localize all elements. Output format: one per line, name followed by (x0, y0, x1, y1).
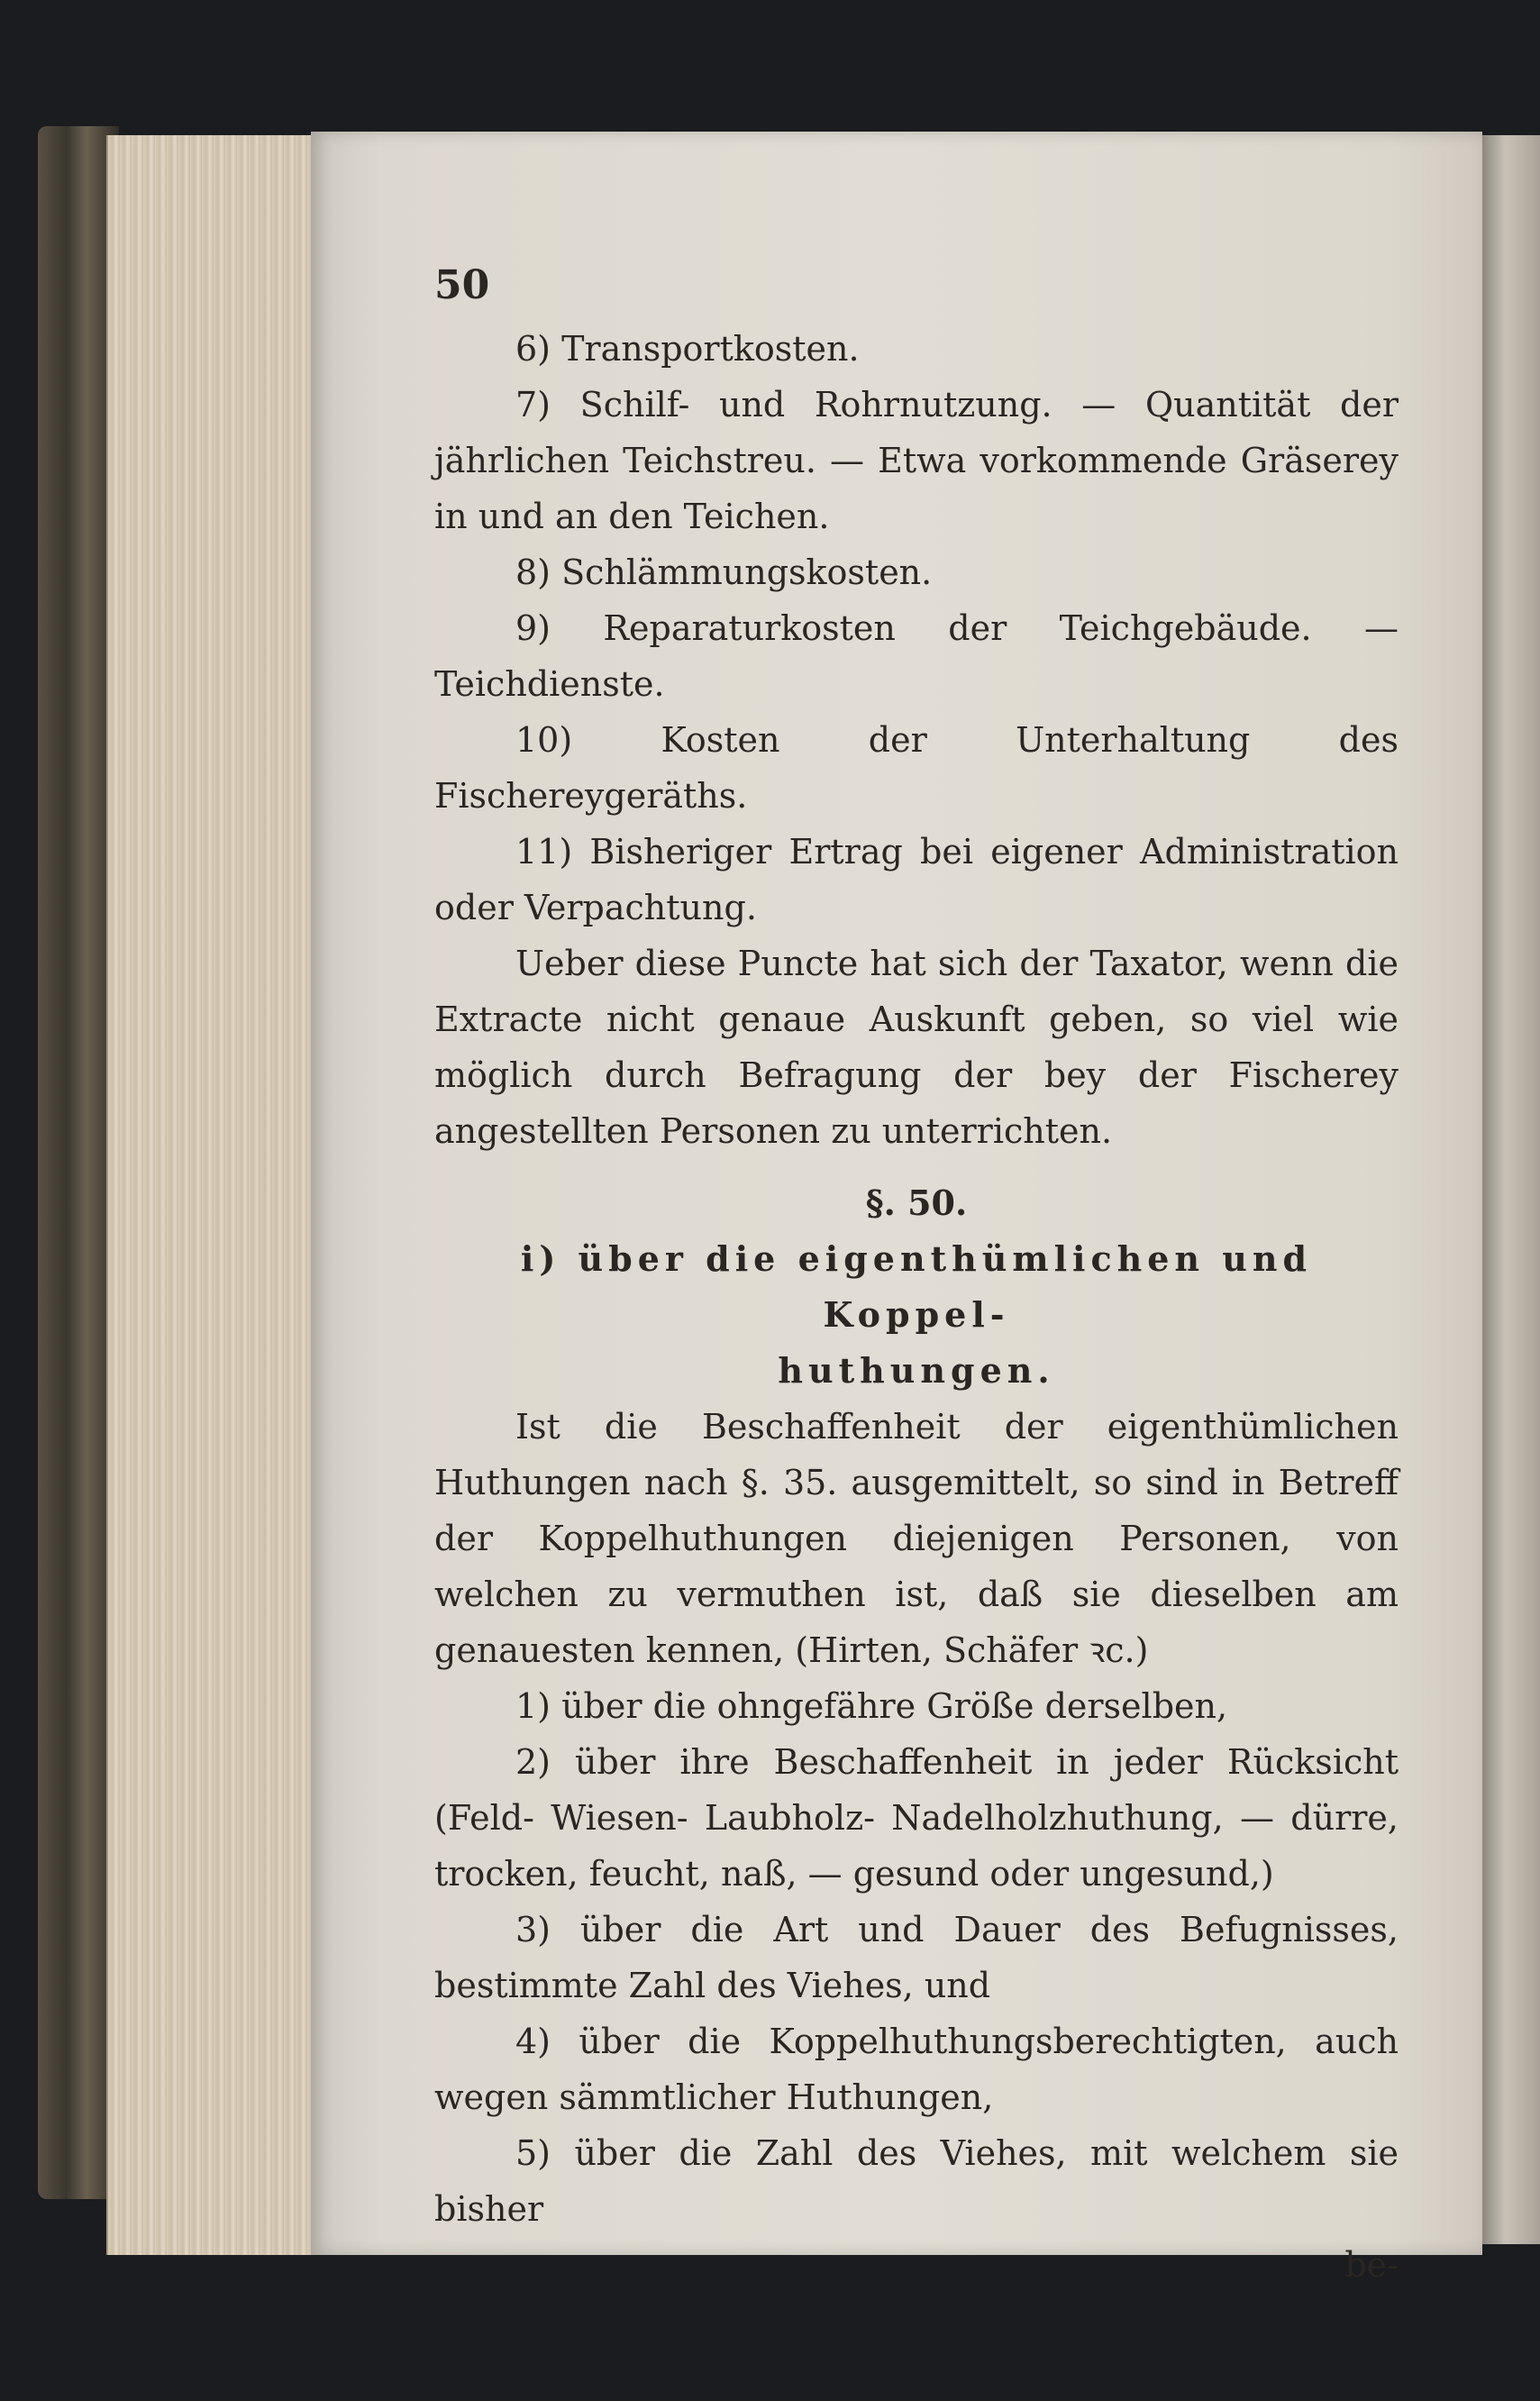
list-item: 7) Schilf- und Rohrnutzung. — Quantität der jährlichen Teichstreu. — Etwa vorkommende Gräserey in und an den Teichen. (434, 385, 1399, 536)
list-item: 3) über die Art und Dauer des Befugnisses, bestimmte Zahl des Viehes, und (434, 1910, 1399, 2005)
facing-page-edge (1482, 135, 1540, 2244)
section-number: §. 50. (865, 1182, 968, 1223)
page-edges (106, 135, 320, 2255)
paragraph: Ueber diese Puncte hat sich der Taxator, wenn die Extracte nicht genaue Auskunft geben, so viel wie möglich durch Befragung der bey der Fischerey angestellten Personen zu unterrichten. (434, 944, 1399, 1151)
list-item: 9) Reparaturkosten der Teichgebäude. — Teichdienste. (434, 608, 1399, 704)
section-title: i) über die eigenthümlichen und Koppel- (520, 1238, 1313, 1335)
list-item: 1) über die ohngefähre Größe derselben, (515, 1686, 1228, 1726)
list-item: 11) Bisheriger Ertrag bei eigener Administration oder Verpachtung. (434, 832, 1399, 927)
section-title-continued: huthungen. (778, 1350, 1055, 1391)
list-item: 8) Schlämmungskosten. (515, 552, 933, 592)
paragraph: Ist die Beschaffenheit der eigenthümlichen Huthungen nach §. 35. ausgemittelt, so sind in Betreff der Koppelhuthungen diejenigen Personen, von welchen zu vermuthen ist, daß sie dieselben am genauesten kennen, (Hirten, Schäfer ꝛc.) (434, 1407, 1399, 1670)
list-item: 5) über die Zahl des Viehes, mit welchem sie bisher (434, 2133, 1399, 2229)
catchword: be- (1344, 2245, 1399, 2285)
list-item: 10) Kosten der Unterhaltung des Fischereygeräths. (434, 720, 1399, 816)
page-text (434, 258, 1399, 2293)
list-item: 6) Transportkosten. (515, 329, 860, 369)
list-item: 2) über ihre Beschaffenheit in jeder Rücksicht (Feld- Wiesen- Laubholz- Nadelholzhuthung, — dürre, trocken, feucht, naß, — gesund oder ungesund,) (434, 1742, 1399, 1894)
page-number: 50 (434, 262, 490, 308)
list-item: 4) über die Koppelhuthungsberechtigten, auch wegen sämmtlicher Huthungen, (434, 2022, 1399, 2117)
